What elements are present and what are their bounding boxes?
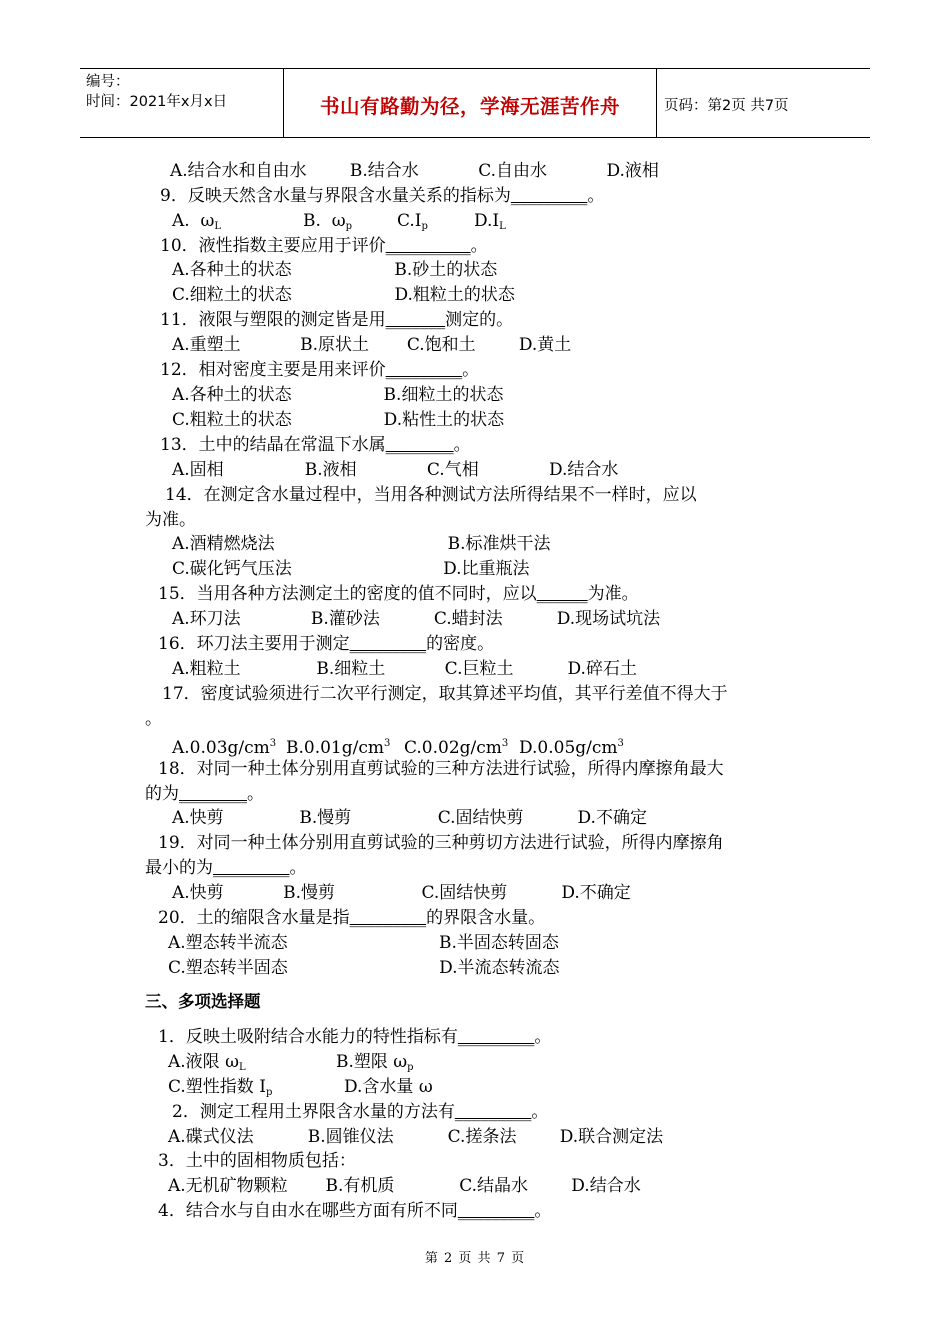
option-line: A.环刀法 B.灌砂法 C.蜡封法 D.现场试坑法 [172,609,661,629]
question-text: 10．液性指数主要应用于评价 [160,236,386,256]
header-page-label: 页码：第2页 共7页 [664,98,789,114]
question-text: 16．环刀法主要用于测定 [158,634,350,654]
answer-blank: __________ [385,236,471,256]
option-b: B.塑限 ω [336,1052,408,1072]
option-line: C.细粒土的状态 D.粗粒土的状态 [172,285,515,305]
header-divider [656,69,657,137]
question-12 [160,358,479,382]
question-text: 15．当用各种方法测定土的密度的值不同时，应以 [158,584,537,604]
answer-blank: _________ [457,1027,535,1047]
option-line: C.塑态转半固态 D.半流态转流态 [168,958,560,978]
question-text: 2．测定工程用土界限含水量的方法有 [172,1102,455,1122]
option-a: A.液限 ω [168,1052,239,1072]
question-16 [158,632,494,656]
subscript: L [214,221,221,232]
header-meta [86,72,227,112]
multi-question-1 [158,1025,551,1049]
multi-question-3: 3．土中的固相物质包括： [158,1151,356,1171]
subscript: p [421,221,428,232]
superscript: 3 [617,738,624,749]
time-label: 时间：2021年x月x日 [86,94,228,110]
option-line: D.含水量 ω [344,1077,433,1097]
question-end: 。 [531,1102,549,1122]
question-text: 4．结合水与自由水在哪些方面有所不同 [158,1201,458,1221]
option-a: A. ω [172,211,215,231]
superscript: 3 [501,738,509,749]
option-line: A.塑态转半流态 B.半固态转固态 [168,933,559,953]
option-line: C.碳化钙气压法 D.比重瓶法 [172,559,530,579]
answer-blank: _________ [349,634,427,654]
page-header [80,68,870,138]
question-15 [158,582,639,606]
superscript: 3 [384,738,391,749]
superscript: 3 [269,738,277,749]
question-text: 最小的为 [145,858,213,878]
question-end: 。 [587,186,605,206]
option-line: A.粗粒土 B.细粒土 C.巨粒土 D.碎石土 [172,659,637,679]
question-text: 20．土的缩限含水量是指 [158,908,350,928]
multi-question-4 [158,1199,551,1223]
question-end: 为准。 [587,584,639,604]
question-18-cont [145,782,264,806]
question-text: 的为 [145,784,179,804]
page-footer: 第 2 页 共 7 页 [424,1251,526,1266]
option-line: A.无机矿物颗粒 B.有机质 C.结晶水 D.结合水 [168,1176,641,1196]
answer-blank: _________ [457,1201,535,1221]
option-d: D.0.05g/cm [519,738,618,758]
question-14-cont: 为准。 [145,510,196,530]
code-label: 编号： [86,74,130,90]
question-end: 。 [247,784,264,804]
question-end: 。 [534,1201,552,1221]
option-line [404,732,508,760]
answer-blank: _________ [213,858,290,878]
option-line: A.快剪 B.慢剪 C.固结快剪 D.不确定 [172,808,647,828]
option-line: A.各种土的状态 B.细粒土的状态 [172,385,504,405]
answer-blank: ______ [536,584,588,604]
multi-question-2 [172,1100,548,1124]
option-line: A.各种土的状态 B.砂土的状态 [172,260,498,280]
answer-blank: _______ [385,310,446,330]
option-c: C.塑性指数 I [168,1077,266,1097]
question-19: 19．对同一种土体分别用直剪试验的三种剪切方法进行试验，所得内摩擦角 [158,833,724,853]
question-13 [160,433,471,457]
option-line: A.结合水和自由水 B.结合水 C.自由水 D.液相 [170,161,659,181]
option-b: B.0.01g/cm [286,738,384,758]
header-divider [283,69,284,137]
subscript: L [499,221,506,232]
question-end: 。 [470,236,488,256]
question-10 [160,234,488,258]
answer-blank: ________ [179,784,247,804]
question-end: 。 [289,858,307,878]
question-end: 。 [462,360,480,380]
question-end: 。 [534,1027,552,1047]
option-line [519,732,624,760]
option-line [286,732,390,760]
question-end: 的密度。 [426,634,495,654]
question-text: 13．土中的结晶在常温下水属 [160,435,386,455]
option-line: A.酒精燃烧法 B.标准烘干法 [172,534,551,554]
answer-blank: ________ [385,435,454,455]
question-11 [160,308,513,332]
option-line: C.粗粒土的状态 D.粘性土的状态 [172,410,505,430]
answer-blank: _________ [454,1102,532,1122]
question-20 [158,906,545,930]
header-motto: 书山有路勤为径，学海无涯苦作舟 [319,95,620,118]
subscript: p [345,221,352,232]
question-17: 17．密度试验须进行二次平行测定，取其算述平均值，其平行差值不得大于 [162,684,728,704]
option-line: A.碟式仪法 B.圆锥仪法 C.搓条法 D.联合测定法 [168,1127,664,1147]
option-line: A.固相 B.液相 C.气相 D.结合水 [172,460,619,480]
subscript: p [265,1087,273,1098]
question-text: 9．反映天然含水量与界限含水量关系的指标为 [160,186,511,206]
question-19-cont [145,856,307,880]
answer-blank: _________ [349,908,427,928]
question-text: 12．相对密度主要是用来评价 [160,360,386,380]
subscript: p [407,1062,414,1073]
option-line: A.快剪 B.慢剪 C.固结快剪 D.不确定 [172,883,631,903]
option-a: A.0.03g/cm [172,738,270,758]
question-17-cont: 。 [145,709,162,729]
option-line: A.重塑土 B.原状土 C.饱和土 D.黄土 [172,335,572,355]
option-c: C.0.02g/cm [404,738,502,758]
question-18: 18．对同一种土体分别用直剪试验的三种方法进行试验，所得内摩擦角最大 [158,759,724,779]
answer-blank: _________ [510,186,588,206]
question-9 [160,184,604,208]
option-c: C.I [397,211,422,231]
question-text: 1．反映土吸附结合水能力的特性指标有 [158,1027,458,1047]
option-b: B. ω [303,211,346,231]
subscript: L [238,1062,246,1073]
question-end: 测定的。 [445,310,514,330]
answer-blank: _________ [385,360,463,380]
question-14: 14．在测定含水量过程中，当用各种测试方法所得结果不一样时，应以 [165,485,697,505]
question-text: 11．液限与塑限的测定皆是用 [160,310,386,330]
section-heading: 三、多项选择题 [145,992,261,1011]
question-end: 的界限含水量。 [426,908,546,928]
option-d: D.I [474,211,500,231]
question-end: 。 [453,435,471,455]
option-line [172,732,276,760]
